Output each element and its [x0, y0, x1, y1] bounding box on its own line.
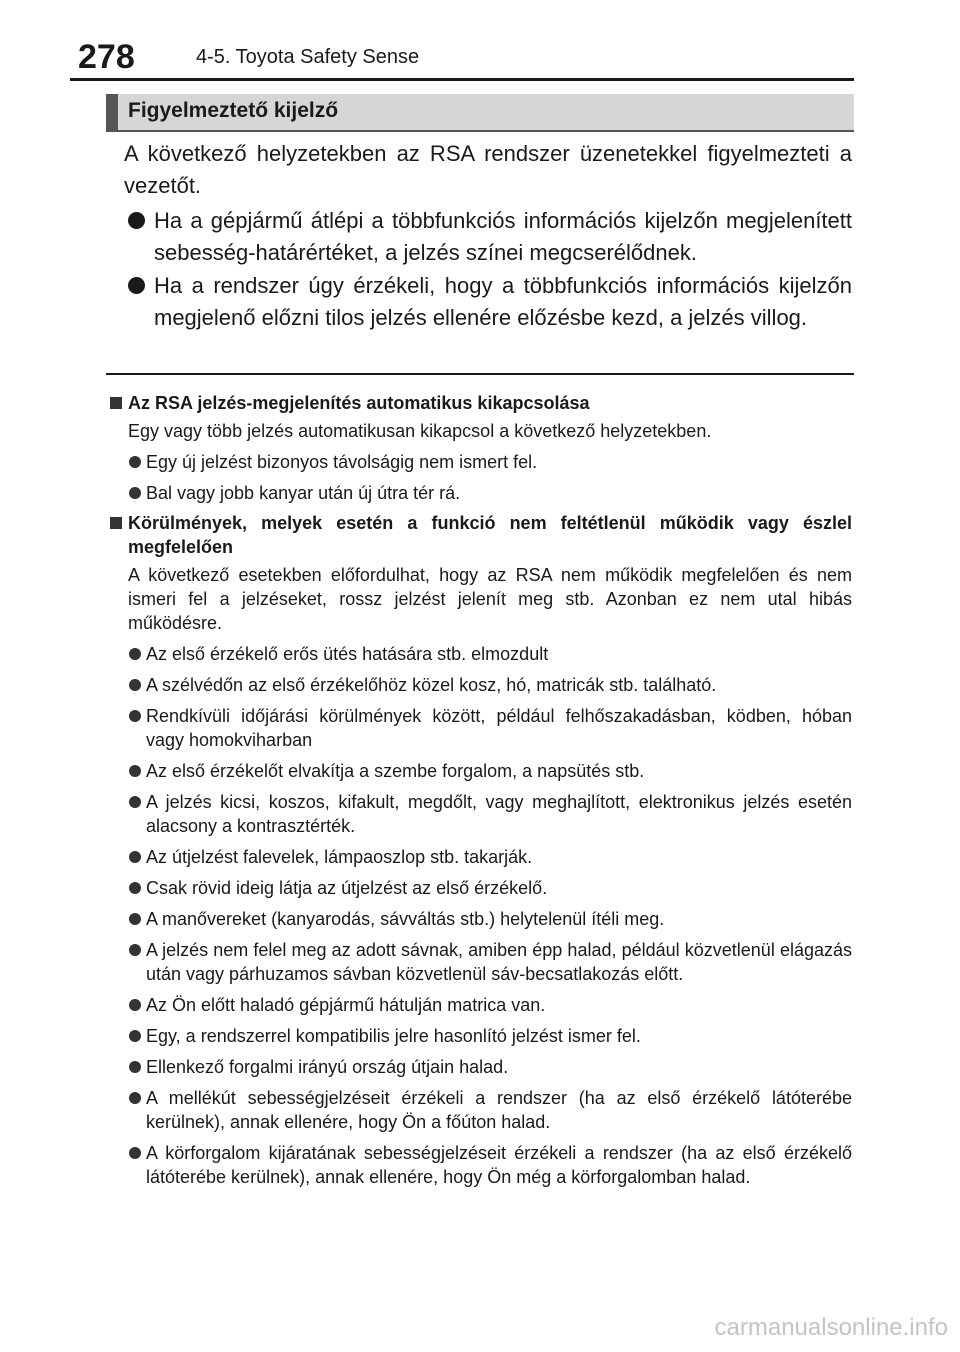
- bullet-icon: [129, 487, 141, 499]
- bullet-icon: [129, 679, 141, 691]
- list-item: [124, 205, 852, 268]
- list-item-text: Az első érzékelő erős ütés hatására stb. elmozdult: [146, 644, 549, 664]
- list-item-text: Az Ön előtt haladó gépjármű hátulján matrica van.: [146, 995, 546, 1015]
- list-item: [108, 1141, 852, 1189]
- list-item-text: Ha a rendszer úgy érzékeli, hogy a többfunkciós információs kijelzőn megjelenő előzni tilos jelzés ellenére előzésbe kezd, a jelzés villog.: [154, 273, 852, 330]
- note-heading-conditions: [108, 511, 852, 559]
- list-item-text: Ha a gépjármű átlépi a többfunkciós információs kijelzőn megjelenített sebesség-határértéket, a jelzés színei megcserélődnek.: [154, 208, 852, 265]
- list-item-text: Egy, a rendszerrel kompatibilis jelre hasonlító jelzést ismer fel.: [146, 1026, 641, 1046]
- list-item: [108, 993, 852, 1017]
- notes-section: [108, 385, 852, 1189]
- list-item-text: Rendkívüli időjárási körülmények között, például felhőszakadásban, ködben, hóban vagy homokviharban: [146, 706, 852, 750]
- bullet-icon: [129, 710, 141, 722]
- list-item-text: A mellékút sebességjelzéseit érzékeli a rendszer (ha az első érzékelő látóterébe kerülnek), annak ellenére, hogy Ön a főúton halad.: [146, 1088, 852, 1132]
- list-item-text: A manővereket (kanyarodás, sávváltás stb.) helytelenül ítéli meg.: [146, 909, 665, 929]
- list-item-text: Egy új jelzést bizonyos távolságig nem ismert fel.: [146, 452, 538, 472]
- bullet-icon: [129, 796, 141, 808]
- list-item: [108, 1086, 852, 1134]
- bullet-icon: [129, 882, 141, 894]
- chapter-title: 4-5. Toyota Safety Sense: [196, 46, 420, 68]
- list-item: [108, 938, 852, 986]
- bullet-icon: [129, 1061, 141, 1073]
- list-item-text: Bal vagy jobb kanyar után új útra tér rá.: [146, 483, 461, 503]
- bullet-icon: [129, 456, 141, 468]
- list-item: [108, 704, 852, 752]
- section-heading-bar: [106, 94, 854, 132]
- list-item-text: Csak rövid ideig látja az útjelzést az első érzékelő.: [146, 878, 548, 898]
- list-item: [124, 270, 852, 333]
- warning-display-section: [124, 138, 852, 333]
- list-item: [108, 845, 852, 869]
- list-item-text: Ellenkező forgalmi irányú ország útjain halad.: [146, 1057, 509, 1077]
- list-item-text: Az első érzékelőt elvakítja a szembe forgalom, a napsütés stb.: [146, 761, 645, 781]
- divider: [106, 373, 854, 375]
- list-item: [108, 1024, 852, 1048]
- bullet-icon: [129, 648, 141, 660]
- bullet-icon: [129, 999, 141, 1011]
- note-text: A következő esetekben előfordulhat, hogy az RSA nem működik megfelelően és nem ismeri fel a jelzéseket, rossz jelzést jelenít meg stb. Azonban ez nem utal hibás működésre.: [128, 565, 852, 633]
- bullet-icon: [129, 1092, 141, 1104]
- list-item: [108, 642, 852, 666]
- bullet-icon: [129, 851, 141, 863]
- list-item-text: A szélvédőn az első érzékelőhöz közel kosz, hó, matricák stb. található.: [146, 675, 717, 695]
- list-item: [108, 790, 852, 838]
- note-heading-text: Az RSA jelzés-megjelenítés automatikus kikapcsolása: [128, 393, 590, 413]
- bullet-icon: [129, 944, 141, 956]
- list-item: [108, 673, 852, 697]
- bullet-icon: [129, 765, 141, 777]
- list-item: [108, 1055, 852, 1079]
- note-heading-text: Körülmények, melyek esetén a funkció nem feltétlenül működik vagy észlel megfelelően: [128, 513, 852, 557]
- watermark: carmanualsonline.info: [714, 1314, 948, 1341]
- page-header: [70, 34, 854, 81]
- list-item-text: Az útjelzést falevelek, lámpaoszlop stb. takarják.: [146, 847, 533, 867]
- list-item-text: A jelzés nem felel meg az adott sávnak, amiben épp halad, például közvetlenül elágazás után vagy párhuzamos sávban közvetlenül sáv-becsatlakozás előtt.: [146, 940, 852, 984]
- list-item: [108, 481, 852, 505]
- list-item: [108, 907, 852, 931]
- square-bullet-icon: [110, 397, 122, 409]
- list-item-text: A körforgalom kijáratának sebességjelzéseit érzékeli a rendszer (ha az első érzékelő látóterébe kerülnek), annak ellenére, hogy Ön még a körforgalomban halad.: [146, 1143, 852, 1187]
- list-item: [108, 759, 852, 783]
- section-title: Figyelmeztető kijelző: [128, 99, 339, 122]
- list-item: [108, 876, 852, 900]
- bullet-icon: [129, 913, 141, 925]
- note-text: Egy vagy több jelzés automatikusan kikapcsol a következő helyzetekben.: [128, 421, 712, 441]
- section-intro: A következő helyzetekben az RSA rendszer üzenetekkel figyelmezteti a vezetőt.: [124, 141, 852, 198]
- section-heading-marker: [106, 94, 118, 130]
- bullet-icon: [128, 277, 145, 294]
- list-item-text: A jelzés kicsi, koszos, kifakult, megdőlt, vagy meghajlított, elektronikus jelzés esetén alacsony a kontrasztérték.: [146, 792, 852, 836]
- square-bullet-icon: [110, 517, 122, 529]
- bullet-icon: [128, 212, 145, 229]
- note-heading-auto-off: [108, 391, 852, 415]
- bullet-icon: [129, 1030, 141, 1042]
- bullet-icon: [129, 1147, 141, 1159]
- list-item: [108, 450, 852, 474]
- page-number: 278: [78, 38, 135, 76]
